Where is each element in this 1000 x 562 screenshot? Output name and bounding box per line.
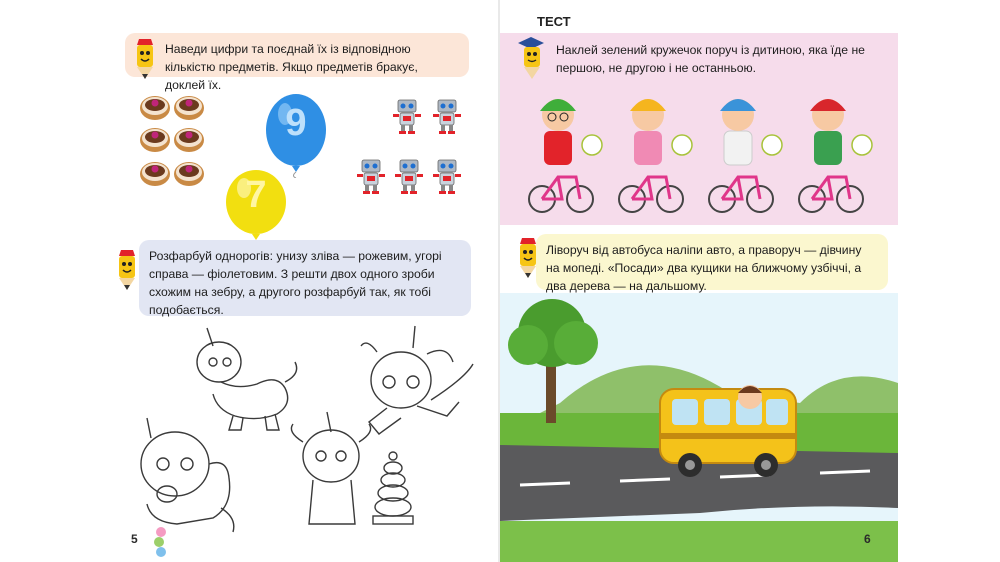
page-number: 5 — [131, 532, 138, 546]
robot-icon[interactable] — [357, 160, 385, 194]
sticker-circle[interactable] — [852, 135, 872, 155]
donut-icon[interactable] — [140, 162, 170, 186]
task-box-count — [125, 33, 469, 92]
bicycle-icon — [619, 177, 683, 212]
graduation-cap-icon — [514, 35, 548, 81]
bicycle-icon — [709, 177, 773, 212]
cyclist-4[interactable] — [799, 99, 863, 212]
unicorn-coloring-area — [117, 318, 487, 538]
donut-icon[interactable] — [140, 128, 170, 152]
left-page — [103, 0, 498, 562]
balloon-blue — [263, 92, 329, 178]
unicorn-illustration[interactable] — [361, 326, 473, 434]
pencil-mascot-icon — [514, 236, 542, 280]
robot-icon[interactable] — [433, 100, 461, 134]
task-box-coloring — [139, 240, 471, 316]
balloon-digit: 9 — [285, 102, 307, 144]
sticker-circle[interactable] — [582, 135, 602, 155]
unicorn-illustration[interactable] — [291, 412, 370, 524]
bicycle-icon — [799, 177, 863, 212]
donut-icon[interactable] — [174, 96, 204, 120]
unicorn-illustration[interactable] — [141, 418, 234, 532]
corner-decoration — [145, 518, 169, 562]
task-text: Розфарбуй однорогів: унизу зліва — рожевим, угорі справа — фіолетовим. З решти двох одного зроби схожим на зебру, а другого розфарбуй так, як тобі подобається. — [149, 249, 442, 317]
robot-group — [351, 96, 475, 216]
unicorn-illustration[interactable] — [197, 328, 297, 430]
cyclist-1[interactable] — [529, 99, 593, 212]
donut-icon[interactable] — [140, 96, 170, 120]
donut-icon[interactable] — [174, 162, 204, 186]
sticker-circle[interactable] — [762, 135, 782, 155]
test-task-text: Наклей зелений кружечок поруч із дитиною, яка їде не першою, не другою і не останньою. — [556, 43, 865, 75]
bicycle-icon — [529, 177, 593, 212]
donut-group — [133, 92, 213, 202]
pencil-mascot-icon — [131, 37, 159, 81]
cyclist-2[interactable] — [619, 99, 683, 212]
cyclists-row — [520, 87, 890, 217]
pencil-mascot-icon — [113, 248, 141, 292]
donut-icon[interactable] — [174, 128, 204, 152]
cyclist-3[interactable] — [709, 99, 773, 212]
robot-icon[interactable] — [395, 160, 423, 194]
right-page — [500, 0, 898, 562]
task-text: Ліворуч від автобуса наліпи авто, а праворуч — дівчину на мопеді. «Посади» два кущики на ближчому узбіччі, а два дерева — на дальшому. — [546, 243, 862, 293]
road-scene — [500, 293, 898, 562]
pyramid-toy-illustration — [373, 452, 413, 524]
test-label: ТЕСТ — [537, 14, 571, 29]
school-bus-icon[interactable] — [660, 385, 796, 477]
robot-icon[interactable] — [393, 100, 421, 134]
balloon-digit: 7 — [245, 174, 267, 216]
robot-icon[interactable] — [433, 160, 461, 194]
test-panel — [500, 33, 898, 225]
task-box-road — [536, 234, 888, 293]
sticker-circle[interactable] — [672, 135, 692, 155]
task-text: Наведи цифри та поєднай їх із відповідною кількістю предметів. Якщо предметів бракує, доклей їх. — [165, 42, 418, 92]
page-number: 6 — [864, 532, 871, 546]
